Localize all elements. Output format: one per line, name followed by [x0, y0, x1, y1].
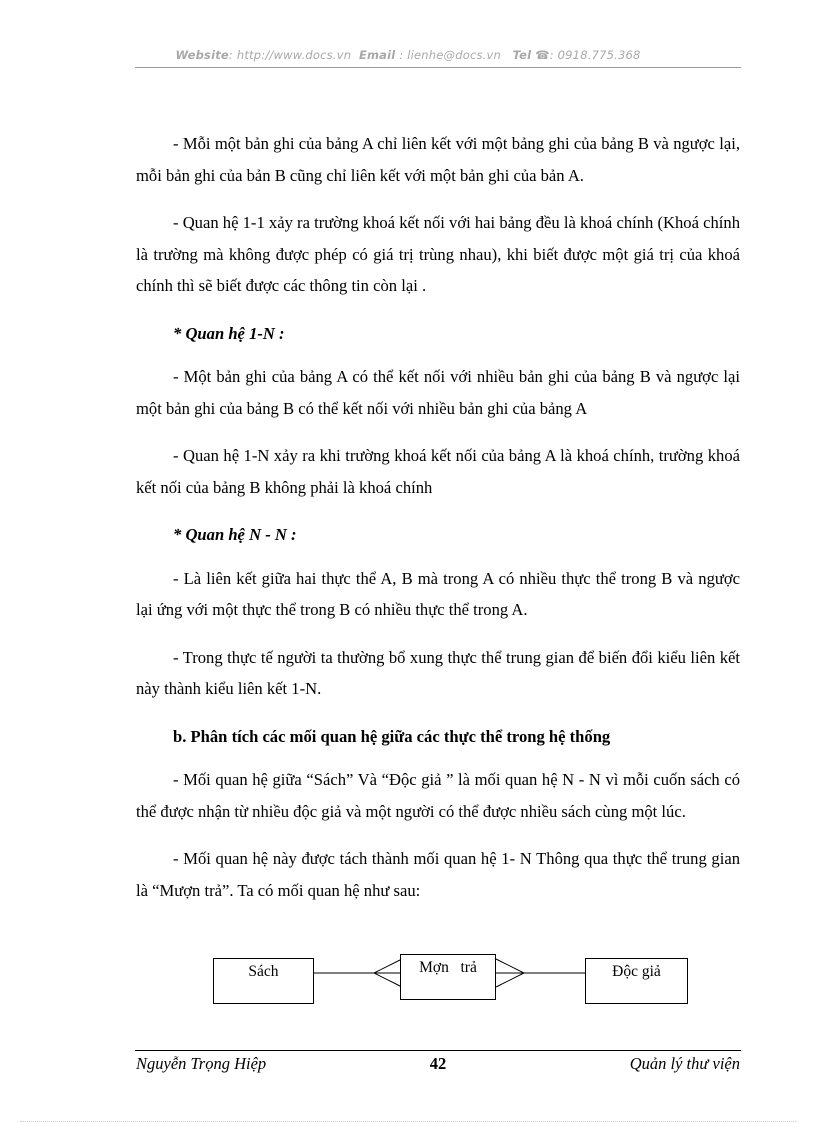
page-header — [0, 48, 816, 62]
tel-value: : 0918.775.368 — [549, 48, 641, 62]
entity-doc-gia — [585, 958, 688, 1004]
phone-icon: ☎ — [535, 48, 550, 62]
paragraph-1-1-key: - Quan hệ 1-1 xảy ra trường khoá kết nối với hai bảng đều là khoá chính (Khoá chính là trường mà không được phép có giá trị trùng nhau), khi biết được một giá trị của khoá chính thì sẽ biết được các thông tin còn lại . — [136, 213, 740, 295]
website-value[interactable]: : http://www.docs.vn — [228, 48, 352, 62]
tel-label: Tel — [512, 48, 532, 62]
email-label: Email — [358, 48, 396, 62]
paragraph-1-1-rule: - Mỗi một bản ghi của bảng A chỉ liên kết với một bảng ghi của bảng B và ngược lại, mỗi bản ghi của bản B cũng chỉ liên kết với một bản ghi của bản A. — [136, 134, 740, 185]
document-body — [136, 128, 740, 922]
page-footer — [136, 1054, 740, 1078]
footer-rule — [135, 1050, 741, 1051]
entity-muon-tra — [400, 954, 496, 1000]
paragraph-1-n-rule: - Một bản ghi của bảng A có thể kết nối với nhiều bản ghi của bảng B và ngược lại một bản ghi của bảng B có thể kết nối với nhiều bản ghi của bảng A — [136, 367, 740, 418]
section-heading-b: b. Phân tích các mối quan hệ giữa các thực thể trong hệ thống — [173, 726, 611, 746]
page-bottom-border — [20, 1121, 796, 1122]
paragraph-n-n-transform: - Trong thực tế người ta thường bổ xung thực thể trung gian để biến đổi kiểu liên kết này thành kiểu liên kết 1-N. — [136, 647, 740, 698]
paragraph-n-n-rule: - Là liên kết giữa hai thực thể A, B mà trong A có nhiều thực thể trong B và ngược lại ứng với một thực thể trong B có nhiều thực thể trong A. — [136, 568, 740, 619]
er-diagram — [210, 950, 690, 1012]
footer-author: Nguyễn Trọng Hiệp — [136, 1054, 267, 1073]
entity-doc-gia-label: Độc giả — [612, 963, 661, 980]
website-label: Website — [175, 48, 229, 62]
header-rule — [135, 67, 741, 68]
email-value[interactable]: : lienhe@docs.vn — [395, 48, 502, 62]
entity-sach-label: Sách — [248, 963, 279, 980]
footer-title: Quản lý thư viện — [629, 1054, 740, 1073]
paragraph-sach-docgia: - Mối quan hệ giữa “Sách” Và “Độc giả ” là mối quan hệ N - N vì mỗi cuốn sách có thể được nhận từ nhiều độc giả và một người có thể được nhiều sách cùng một lúc. — [136, 770, 740, 821]
paragraph-1-n-key: - Quan hệ 1-N xảy ra khi trường khoá kết nối của bảng A là khoá chính, trường khoá kết nối của bảng B không phải là khoá chính — [136, 446, 740, 497]
paragraph-muon-tra: - Mối quan hệ này được tách thành mối quan hệ 1- N Thông qua thực thể trung gian là “Mượn trả”. Ta có mối quan hệ như sau: — [136, 849, 740, 900]
heading-n-n: * Quan hệ N - N : — [173, 525, 297, 544]
page-number: 42 — [429, 1054, 447, 1073]
entity-sach — [213, 958, 314, 1004]
entity-muon-tra-label: Mợn trả — [419, 959, 477, 976]
heading-1-n: * Quan hệ 1-N : — [173, 323, 285, 343]
